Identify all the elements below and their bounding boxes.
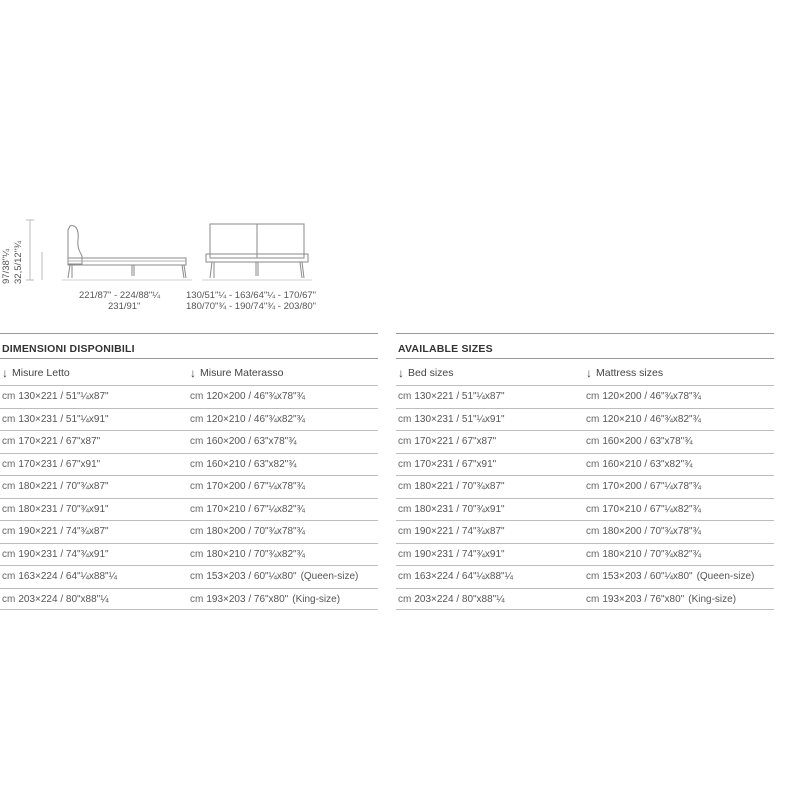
mattress-size-cell [190, 594, 340, 605]
mattress-size-cell [190, 571, 358, 582]
bed-size-value: 180×231 / 70"¾x91" [18, 503, 109, 515]
table-row [0, 565, 378, 588]
mattress-size-value: 170×200 / 67"¼x78"¾ [602, 481, 701, 492]
bed-size-value: 190×221 / 74"¾x87" [414, 526, 505, 537]
bed-size-cell [398, 526, 505, 537]
mattress-size-value: 180×210 / 70"¾x82"¾ [206, 548, 305, 560]
bed-size-cell [2, 414, 109, 425]
bed-size-cell [2, 571, 117, 582]
mattress-size-value: 170×210 / 67"¼x82"¾ [206, 503, 305, 515]
mattress-size-value: 193×203 / 76"x80" [206, 593, 289, 605]
mattress-size-value: 160×210 / 63"x82"¾ [602, 458, 693, 470]
table-row [396, 453, 774, 476]
table-row [396, 408, 774, 431]
bed-size-value: 203×224 / 80"x88"¼ [18, 593, 109, 605]
unit-label: cm [190, 391, 204, 402]
unit-label: cm [2, 548, 16, 560]
mattress-size-value: 180×200 / 70"¾x78"¾ [602, 526, 701, 537]
unit-label: cm [398, 413, 412, 425]
bed-size-value: 180×231 / 70"¾x91" [414, 503, 505, 515]
table-row [0, 520, 378, 543]
bed-size-value: 190×221 / 74"¾x87" [18, 526, 109, 537]
unit-label: cm [586, 413, 600, 425]
table-row [0, 385, 378, 408]
table-row [0, 475, 378, 498]
mattress-size-cell [190, 391, 305, 402]
unit-label: cm [398, 571, 412, 582]
bed-size-value: 130×221 / 51"¼x87" [414, 391, 505, 402]
bed-size-value: 180×221 / 70"¾x87" [414, 481, 505, 492]
bed-size-cell [2, 391, 109, 402]
bed-size-cell [398, 436, 496, 447]
unit-label: cm [2, 503, 16, 515]
table-row [0, 430, 378, 453]
bed-size-value: 170×221 / 67"x87" [414, 436, 497, 447]
size-note: (Queen-size) [300, 571, 359, 582]
unit-label: cm [586, 391, 600, 402]
bed-size-cell [398, 549, 505, 560]
mattress-size-value: 160×200 / 63"x78"¾ [602, 436, 693, 447]
mattress-size-value: 170×200 / 67"¼x78"¾ [206, 481, 305, 492]
table-row [0, 498, 378, 521]
bed-size-cell [2, 504, 109, 515]
bed-size-value: 203×224 / 80"x88"¼ [414, 593, 505, 605]
unit-label: cm [398, 526, 412, 537]
height-total-label: 97/38"¼ [1, 248, 12, 284]
unit-label: cm [398, 548, 412, 560]
mattress-size-value: 120×200 / 46"¾x78"¾ [206, 391, 305, 402]
column-header-mattress: ↓ Misure Materasso [190, 366, 284, 380]
bed-size-value: 163×224 / 64"¼x88"¼ [18, 571, 117, 582]
unit-label: cm [398, 593, 412, 605]
panel-title: AVAILABLE SIZES [398, 343, 493, 355]
mattress-size-cell [586, 436, 693, 447]
unit-label: cm [398, 391, 412, 402]
panel-title: DIMENSIONI DISPONIBILI [2, 343, 135, 355]
mattress-size-cell [190, 481, 305, 492]
unit-label: cm [2, 436, 16, 447]
mattress-size-cell [190, 436, 297, 447]
width-label-1: 130/51"¼ - 163/64"¼ - 170/67" [186, 290, 317, 301]
unit-label: cm [398, 481, 412, 492]
mattress-size-cell [190, 459, 297, 470]
table-row [396, 588, 774, 611]
column-header-bed: ↓ Misure Letto [2, 366, 70, 380]
sizes-table [396, 385, 774, 610]
unit-label: cm [190, 458, 204, 470]
unit-label: cm [398, 436, 412, 447]
length-label-1: 221/87" - 224/88"¼ [79, 290, 161, 301]
mattress-size-cell [586, 414, 701, 425]
bed-size-cell [398, 571, 513, 582]
mattress-size-value: 180×210 / 70"¾x82"¾ [602, 548, 701, 560]
bed-size-cell [2, 594, 109, 605]
width-label-2: 180/70"¾ - 190/74"¾ - 203/80" [186, 301, 317, 312]
bed-size-value: 170×221 / 67"x87" [18, 436, 101, 447]
unit-label: cm [586, 526, 600, 537]
column-header-bed: ↓ Bed sizes [398, 366, 454, 380]
unit-label: cm [190, 548, 204, 560]
bed-size-cell [2, 549, 109, 560]
size-note: (Queen-size) [696, 571, 755, 582]
mattress-size-value: 160×200 / 63"x78"¾ [206, 436, 297, 447]
unit-label: cm [586, 503, 600, 515]
table-row [396, 385, 774, 408]
mattress-size-value: 153×203 / 60"¼x80" [602, 571, 693, 582]
bed-size-value: 180×221 / 70"¾x87" [18, 481, 109, 492]
bed-size-cell [2, 526, 109, 537]
arrow-down-icon: ↓ [398, 366, 404, 380]
mattress-size-cell [586, 594, 736, 605]
unit-label: cm [2, 571, 16, 582]
unit-label: cm [190, 413, 204, 425]
unit-label: cm [586, 481, 600, 492]
size-note: (King-size) [292, 593, 341, 605]
arrow-down-icon: ↓ [2, 366, 8, 380]
bed-size-value: 163×224 / 64"¼x88"¼ [414, 571, 513, 582]
unit-label: cm [398, 503, 412, 515]
length-label-2: 231/91" [108, 301, 141, 312]
unit-label: cm [2, 481, 16, 492]
table-row [396, 520, 774, 543]
height-frame-label: 32,5/12"¾ [13, 241, 24, 284]
mattress-size-cell [190, 549, 305, 560]
mattress-size-cell [586, 459, 693, 470]
mattress-size-cell [586, 549, 701, 560]
mattress-size-cell [190, 504, 305, 515]
column-header-mattress: ↓ Mattress sizes [586, 366, 664, 380]
mattress-size-cell [586, 571, 754, 582]
unit-label: cm [190, 436, 204, 447]
bed-size-value: 190×231 / 74"¾x91" [18, 548, 109, 560]
unit-label: cm [190, 593, 204, 605]
bed-size-cell [2, 436, 100, 447]
bed-side-view [22, 210, 322, 290]
mattress-size-value: 160×210 / 63"x82"¾ [206, 458, 297, 470]
sizes-table [0, 385, 378, 610]
mattress-size-value: 170×210 / 67"¼x82"¾ [602, 503, 701, 515]
bed-size-value: 130×221 / 51"¼x87" [18, 391, 109, 402]
arrow-down-icon: ↓ [586, 366, 592, 380]
mattress-size-value: 193×203 / 76"x80" [602, 593, 685, 605]
bed-size-cell [398, 504, 505, 515]
mattress-size-cell [190, 414, 305, 425]
mattress-size-value: 120×200 / 46"¾x78"¾ [602, 391, 701, 402]
bed-size-cell [398, 481, 505, 492]
mattress-size-cell [586, 526, 701, 537]
bed-size-cell [398, 459, 496, 470]
mattress-size-value: 180×200 / 70"¾x78"¾ [206, 526, 305, 537]
unit-label: cm [586, 548, 600, 560]
unit-label: cm [398, 458, 412, 470]
bed-size-value: 130×231 / 51"¼x91" [18, 413, 109, 425]
unit-label: cm [2, 391, 16, 402]
unit-label: cm [586, 436, 600, 447]
table-row [0, 453, 378, 476]
table-row [396, 475, 774, 498]
unit-label: cm [190, 526, 204, 537]
unit-label: cm [2, 458, 16, 470]
mattress-size-value: 120×210 / 46"¾x82"¾ [602, 413, 701, 425]
bed-size-value: 190×231 / 74"¾x91" [414, 548, 505, 560]
mattress-size-value: 120×210 / 46"¾x82"¾ [206, 413, 305, 425]
table-row [0, 588, 378, 611]
table-row [0, 408, 378, 431]
bed-size-cell [398, 414, 505, 425]
table-row [0, 543, 378, 566]
unit-label: cm [2, 413, 16, 425]
bed-size-value: 170×231 / 67"x91" [414, 458, 497, 470]
mattress-size-cell [586, 391, 701, 402]
bed-size-value: 130×231 / 51"¼x91" [414, 413, 505, 425]
table-row [396, 430, 774, 453]
unit-label: cm [190, 481, 204, 492]
table-row [396, 543, 774, 566]
unit-label: cm [586, 458, 600, 470]
unit-label: cm [586, 571, 600, 582]
unit-label: cm [190, 571, 204, 582]
mattress-size-cell [586, 504, 701, 515]
unit-label: cm [586, 593, 600, 605]
bed-size-cell [398, 594, 505, 605]
bed-size-cell [2, 481, 109, 492]
table-row [396, 565, 774, 588]
unit-label: cm [190, 503, 204, 515]
arrow-down-icon: ↓ [190, 366, 196, 380]
mattress-size-cell [586, 481, 701, 492]
bed-size-value: 170×231 / 67"x91" [18, 458, 101, 470]
mattress-size-value: 153×203 / 60"¼x80" [206, 571, 297, 582]
bed-size-cell [398, 391, 505, 402]
mattress-size-cell [190, 526, 305, 537]
size-note: (King-size) [688, 593, 737, 605]
unit-label: cm [2, 593, 16, 605]
bed-size-cell [2, 459, 100, 470]
unit-label: cm [2, 526, 16, 537]
table-row [396, 498, 774, 521]
